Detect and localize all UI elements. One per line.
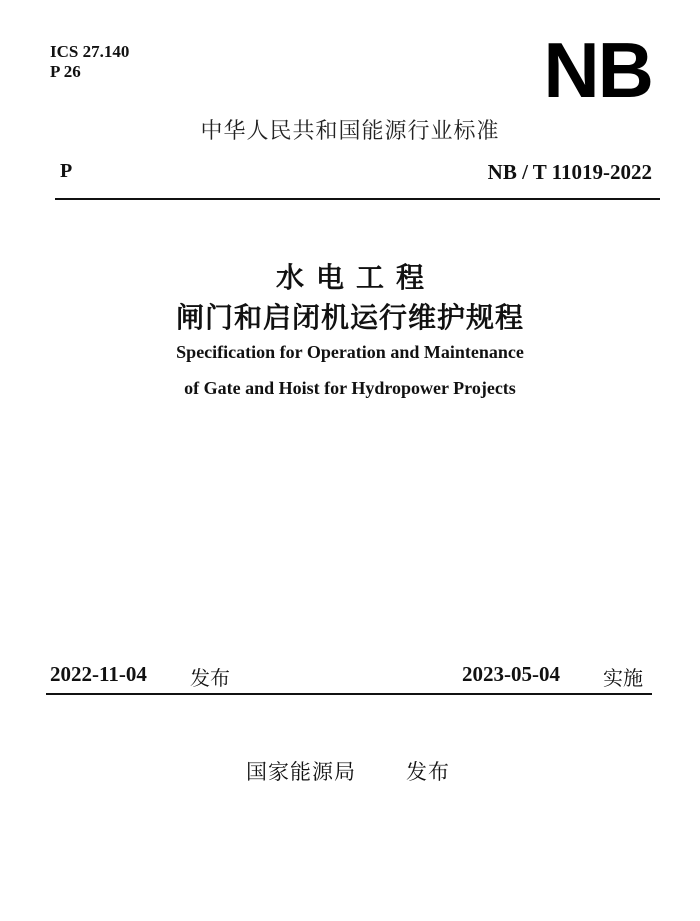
ics-code: ICS 27.140 <box>50 42 130 61</box>
english-title-line2: of Gate and Hoist for Hydropower Projects <box>184 378 516 398</box>
bottom-divider <box>46 693 652 695</box>
publisher-action: 发布 <box>406 760 450 784</box>
issue-date: 2022-11-04 <box>50 662 147 686</box>
classification-letter: P <box>60 160 73 182</box>
ics-classification <box>50 42 129 82</box>
issue-label: 发布 <box>190 666 230 690</box>
standard-number: NB / T 11019-2022 <box>487 160 652 184</box>
top-divider <box>55 198 660 200</box>
industry-standard-title: 中华人民共和国能源行业标准 <box>200 119 500 144</box>
implement-date: 2023-05-04 <box>462 662 560 686</box>
english-title-line1: Specification for Operation and Maintenance <box>176 342 524 362</box>
document-title-line1: 水电工程 <box>275 261 436 294</box>
nb-logo: NB <box>543 26 652 114</box>
implement-label: 实施 <box>603 666 643 690</box>
publisher: 国家能源局 <box>246 760 356 784</box>
document-title-line2: 闸门和启闭机运行维护规程 <box>175 301 524 334</box>
ccs-code: P 26 <box>50 62 81 81</box>
